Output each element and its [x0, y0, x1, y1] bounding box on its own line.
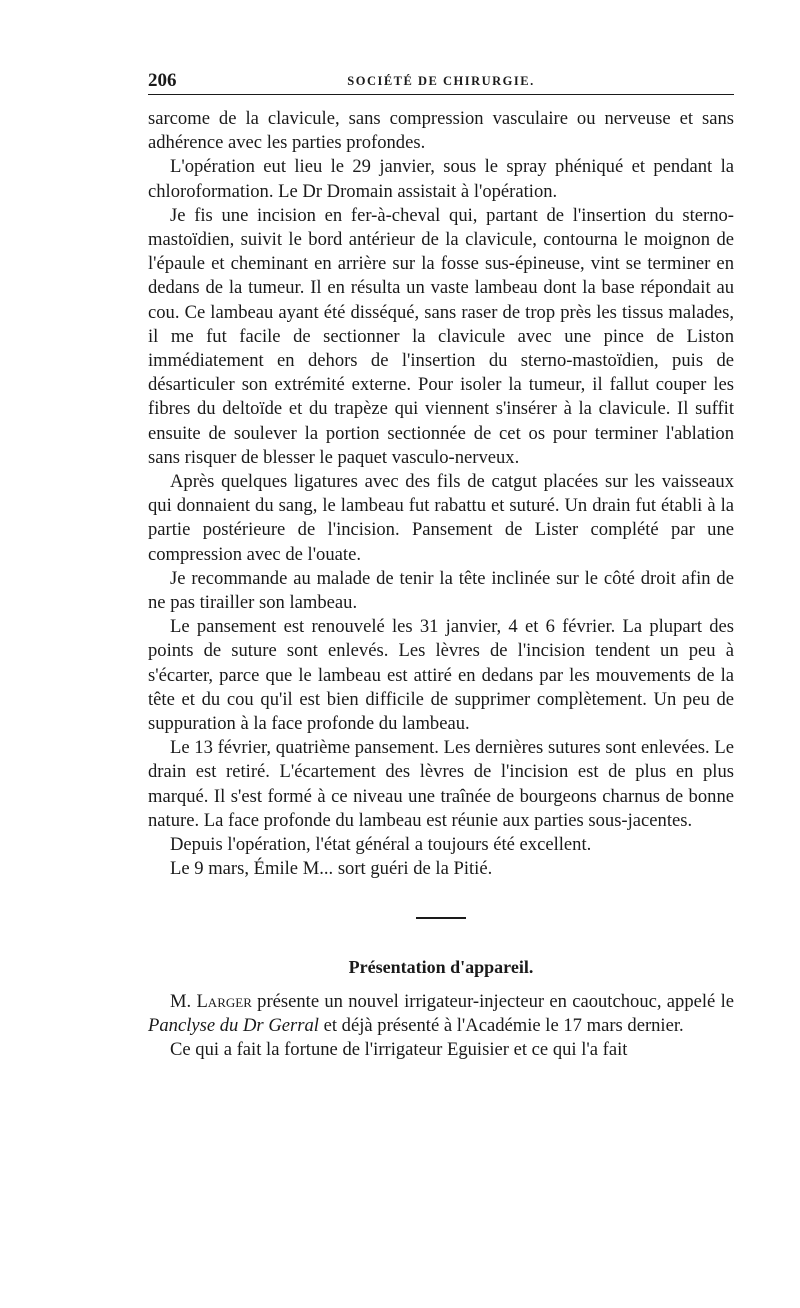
text-run: et déjà présenté à l'Académie le 17 mars dernier. [318, 1014, 684, 1036]
paragraph [148, 990, 734, 1038]
paragraph: Depuis l'opération, l'état général a toujours été excellent. [170, 834, 592, 856]
paragraph: Le 9 mars, Émile M... sort guéri de la Pitié. [170, 858, 493, 880]
paragraph: Le 13 février, quatrième pansement. Les dernières sutures sont enlevées. Le drain est retiré. L'écartement des lèvres de l'incision est de plus en plus marqué. Il s'est formé à ce niveau une traînée de bourgeons charnus de bonne nature. La face profonde du lambeau est réunie aux parties sous-jacentes. [148, 737, 734, 831]
page-number: 206 [148, 70, 177, 91]
running-title: SOCIÉTÉ DE CHIRURGIE. [347, 74, 535, 88]
paragraph: Je fis une incision en fer-à-cheval qui, partant de l'insertion du sterno-mastoïdien, suivit le bord antérieur de la clavicule, contourna le moignon de l'épaule et cheminant en arrière sur la fosse sus-épineuse, vint se terminer en dedans de la tumeur. Il en résulta un vaste lambeau dont la base répondait au cou. Ce lambeau ayant été disséqué, sans raser de trop près les tissus malades, il me fut facile de sectionner la clavicule avec une pince de Liston immédiatement en dehors de l'insertion du sterno-mastoïdien, puis de désarticuler son extrémité externe. Pour isoler la tumeur, il fallut couper les fibres du deltoïde et du trapèze qui viennent s'insérer à la clavicule. Il suffit ensuite de soulever la portion sectionnée de cet os pour terminer l'ablation sans risquer de blesser le paquet vasculo-nerveux. [148, 204, 734, 468]
paragraph: Je recommande au malade de tenir la tête inclinée sur le côté droit afin de ne pas tirailler son lambeau. [148, 567, 734, 614]
paragraph: Ce qui a fait la fortune de l'irrigateur Eguisier et ce qui l'a fait [170, 1038, 628, 1060]
paragraph: L'opération eut lieu le 29 janvier, sous le spray phéniqué et pendant la chloroformation. Le Dr Dromain assistait à l'opération. [148, 156, 734, 202]
paragraph: Après quelques ligatures avec des fils de catgut placées sur les vaisseaux qui donnaient du sang, le lambeau fut rabattu et suturé. Un drain fut établi à la partie postérieure de l'incision. Pansement de Lister complété par une compression avec de l'ouate. [148, 471, 734, 565]
running-header [148, 70, 734, 95]
paragraph: sarcome de la clavicule, sans compression vasculaire ou nerveuse et sans adhérence avec les parties profondes. [148, 108, 734, 154]
author-name: Larger [196, 990, 252, 1012]
text-run: M. [170, 990, 197, 1012]
paragraph: Le pansement est renouvelé les 31 janvier, 4 et 6 février. La plupart des points de suture sont enlevés. Les lèvres de l'incision tendent un peu à s'écarter, parce que le lambeau est attiré en dedans par les mouvements de la tête et du cou qu'il est bien difficile de supprimer complètement. Un peu de suppuration à la face profonde du lambeau. [148, 616, 734, 735]
text-run: présente un nouvel irrigateur-injecteur en caoutchouc, appelé le [251, 990, 734, 1012]
section-heading: Présentation d'appareil. [348, 956, 534, 977]
document-page [148, 70, 734, 1062]
device-name: Panclyse du Dr Gerral [148, 1014, 319, 1036]
section-divider [416, 917, 466, 919]
